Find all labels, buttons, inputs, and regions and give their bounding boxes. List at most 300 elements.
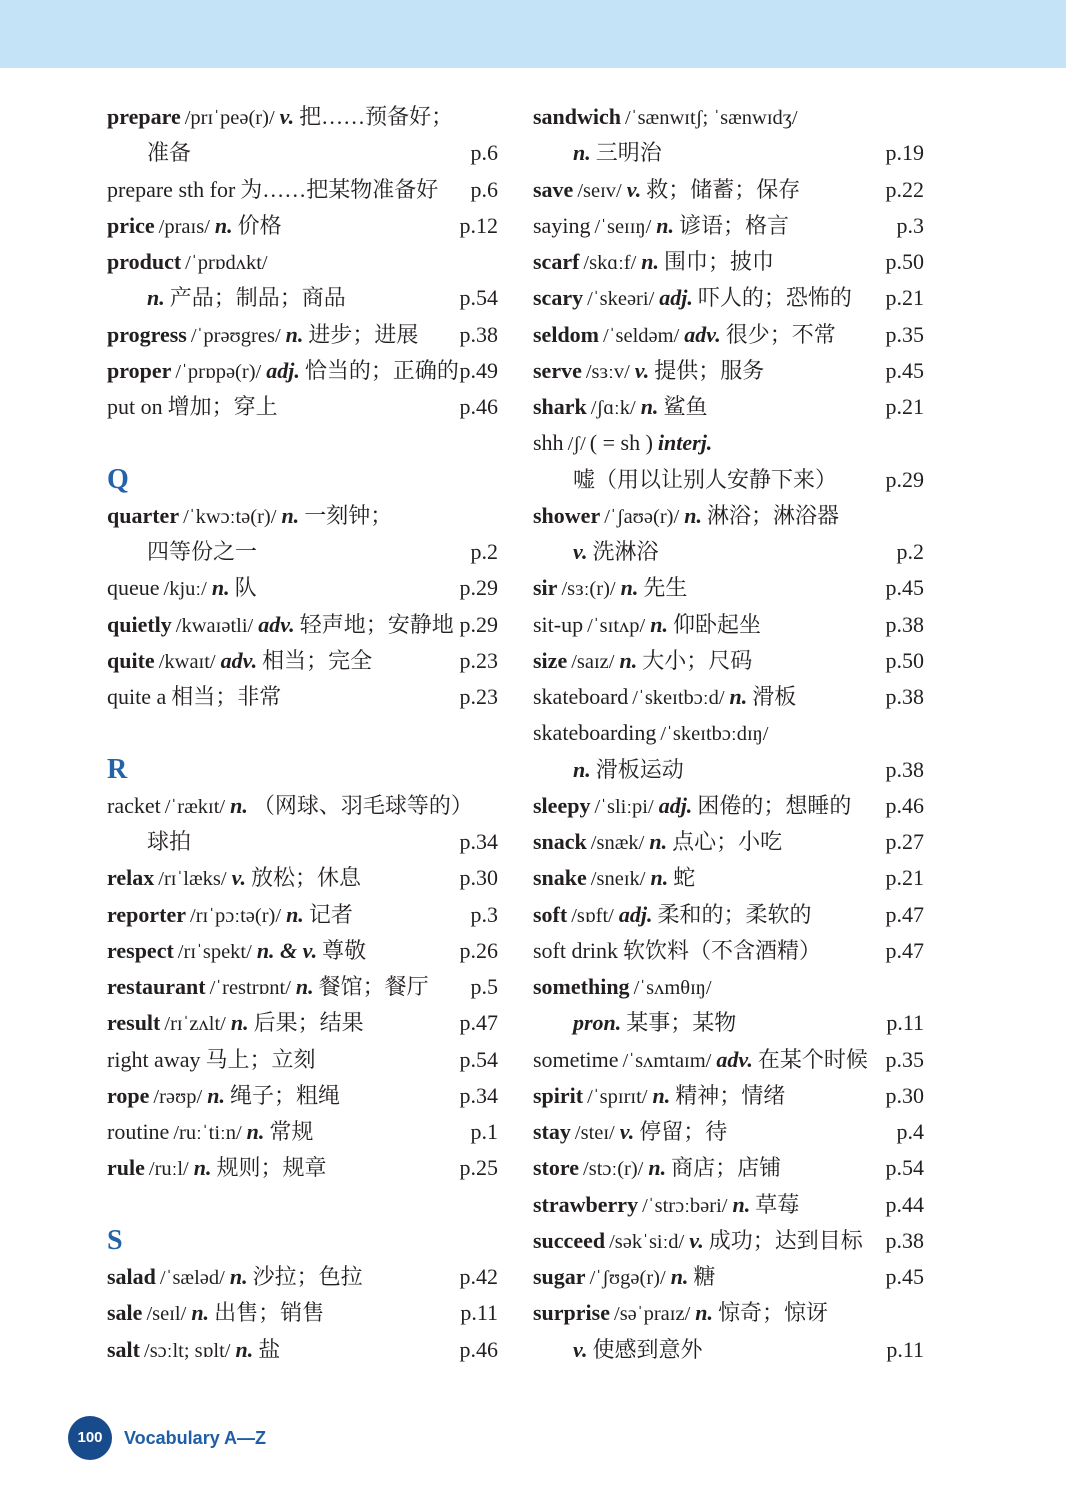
phonetic: /sɒft/	[571, 904, 614, 927]
vocab-entry	[107, 99, 498, 135]
entry-continuation	[533, 534, 924, 570]
vocab-entry	[533, 933, 924, 969]
phonetic: /ˈspɪrɪt/	[587, 1085, 648, 1108]
page-ref: p.26	[459, 937, 498, 963]
definition: 洗淋浴	[592, 539, 659, 564]
phonetic: /ˈprɒpə(r)/	[175, 360, 262, 383]
part-of-speech: n.	[732, 1191, 751, 1217]
headword: result	[107, 1010, 161, 1036]
vocab-entry	[107, 172, 498, 208]
headword: salad	[107, 1264, 156, 1289]
phonetic: /sneɪk/	[590, 868, 646, 891]
definition: 提供；服务	[654, 357, 765, 383]
phonetic: /saɪz/	[571, 650, 615, 673]
page-ref: p.2	[896, 539, 924, 564]
vocab-entry	[107, 498, 498, 534]
page-ref: p.35	[885, 1046, 924, 1072]
definition: 鲨鱼	[663, 394, 708, 419]
part-of-speech: adj.	[266, 357, 300, 383]
entry-continuation	[107, 824, 498, 860]
vocab-entry	[107, 1259, 498, 1295]
phonetic: /ˈsænwɪtʃ; ˈsænwɪdʒ/	[625, 107, 798, 129]
vocab-entry	[107, 933, 498, 969]
definition: 一刻钟；	[304, 502, 393, 528]
entry-continuation	[533, 1005, 924, 1041]
vocab-column-right	[533, 99, 924, 1368]
definition: 草莓	[755, 1191, 800, 1217]
definition: 四等份之一	[147, 539, 258, 564]
page-ref: p.35	[885, 321, 924, 347]
definition: 软饮料（不含酒精）	[622, 937, 821, 963]
vocab-entry	[107, 607, 498, 643]
headword: right away	[107, 1046, 201, 1072]
page-ref: p.45	[885, 575, 924, 601]
part-of-speech: n.	[246, 1119, 265, 1144]
definition: 把……预备好；	[299, 104, 454, 129]
phonetic: /ˈsliːpi/	[594, 795, 654, 818]
phonetic: /rɪˈlæks/	[158, 868, 227, 891]
headword: soft	[533, 901, 568, 927]
part-of-speech: n.	[649, 829, 668, 854]
definition: 某事；某物	[626, 1010, 737, 1036]
phonetic: /ruːˈtiːn/	[173, 1122, 242, 1144]
phonetic: /ˈskeɪtbɔːd/	[632, 687, 725, 709]
vocab-entry	[533, 498, 924, 534]
phonetic: /stɔː(r)/	[583, 1158, 644, 1181]
vocab-entry	[107, 244, 498, 280]
vocab-entry	[107, 1150, 498, 1186]
phonetic: /ruːl/	[148, 1158, 189, 1181]
page-ref: p.34	[459, 1082, 498, 1108]
phonetic: /ˈseɪɪŋ/	[594, 215, 652, 238]
headword: save	[533, 176, 574, 202]
page-ref: p.38	[885, 684, 924, 709]
page-ref: p.44	[885, 1191, 924, 1217]
entry-continuation	[107, 280, 498, 316]
page-ref: p.6	[470, 140, 498, 166]
letter-heading: R	[107, 753, 128, 785]
definition: （网球、羽毛球等的）	[252, 792, 473, 818]
part-of-speech: n.	[147, 285, 165, 311]
vocab-entry	[533, 643, 924, 679]
running-footer-title: Vocabulary A—Z	[124, 1428, 267, 1448]
headword: price	[107, 212, 155, 238]
definition: 在某个时候	[757, 1046, 868, 1072]
headword: relax	[107, 865, 155, 891]
letter-heading: Q	[107, 463, 129, 495]
vocab-entry	[107, 1005, 498, 1041]
vocab-entry	[533, 897, 924, 933]
page-ref: p.50	[885, 647, 924, 673]
definition: 记者	[308, 901, 353, 927]
definition: 放松；休息	[251, 865, 362, 891]
definition: 规则；规章	[216, 1155, 327, 1181]
part-of-speech: v.	[634, 357, 650, 383]
vocab-column-left	[107, 99, 498, 1368]
vocab-entry	[533, 824, 924, 860]
definition: 进步；进展	[308, 321, 419, 347]
definition: 精神；情绪	[675, 1082, 786, 1108]
vocab-entry	[107, 208, 498, 244]
page-ref: p.54	[459, 1046, 498, 1072]
headword: seldom	[533, 321, 599, 347]
vocab-entry	[533, 389, 924, 425]
part-of-speech: v.	[573, 1336, 588, 1362]
headword: strawberry	[533, 1191, 639, 1217]
part-of-speech: n.	[207, 1082, 225, 1108]
page-ref: p.49	[459, 357, 498, 383]
headword: sometime	[533, 1046, 619, 1072]
phonetic: /ˈsɪtʌp/	[587, 614, 646, 637]
page-ref: p.38	[885, 1227, 924, 1253]
page-ref: p.21	[885, 285, 924, 311]
page-ref: p.27	[885, 829, 924, 854]
definition: 滑板运动	[595, 756, 684, 782]
definition: 马上；立刻	[205, 1046, 316, 1072]
page-number-badge: 100	[68, 1416, 112, 1460]
page-ref: p.45	[885, 1264, 924, 1289]
page-ref: p.29	[459, 611, 498, 637]
phonetic: /sɜː(r)/	[561, 578, 616, 601]
part-of-speech: v.	[619, 1119, 635, 1144]
headword: prepare sth for	[107, 176, 236, 202]
page-ref: p.46	[459, 1336, 498, 1362]
vocab-entry	[107, 353, 498, 389]
part-of-speech: n.	[281, 502, 300, 528]
definition: 吓人的；恐怖的	[697, 285, 852, 311]
page-ref: p.23	[459, 684, 498, 709]
definition: 绳子；粗绳	[229, 1082, 340, 1108]
definition: 轻声地；安静地	[299, 611, 454, 637]
part-of-speech: n.	[230, 792, 248, 818]
phonetic: /steɪ/	[574, 1122, 615, 1144]
headword: something	[533, 974, 630, 999]
vocab-entry	[533, 1042, 924, 1078]
entry-continuation	[107, 135, 498, 171]
vocab-entry	[533, 1150, 924, 1186]
headword: sugar	[533, 1264, 586, 1289]
phonetic: /ˈrækɪt/	[164, 795, 226, 818]
vocab-entry	[107, 1042, 498, 1078]
definition: 球拍	[147, 829, 192, 854]
page-ref: p.12	[459, 212, 498, 238]
page-ref: p.54	[459, 285, 498, 311]
page-ref: p.54	[885, 1155, 924, 1181]
headword: serve	[533, 357, 582, 383]
page-ref: p.47	[885, 937, 924, 963]
page-ref: p.25	[459, 1155, 498, 1181]
page-ref: p.11	[460, 1300, 498, 1326]
phonetic: /prɪˈpeə(r)/	[184, 107, 275, 129]
vocab-entry	[533, 99, 924, 135]
part-of-speech: n.	[640, 394, 659, 419]
page-ref: p.19	[885, 140, 924, 166]
phonetic: /ˈprɒdʌkt/	[185, 252, 268, 274]
page-ref: p.3	[896, 212, 924, 238]
headword: shh	[533, 430, 564, 456]
definition: 柔和的；柔软的	[657, 901, 812, 927]
phonetic: /ˈstrɔːbəri/	[642, 1194, 728, 1217]
page-ref: p.21	[885, 394, 924, 419]
headword: skateboarding	[533, 720, 657, 746]
part-of-speech: adj.	[658, 792, 693, 818]
page-ref: p.45	[885, 357, 924, 383]
phonetic: /ˈkwɔːtə(r)/	[183, 505, 277, 528]
part-of-speech: n.	[573, 140, 591, 166]
part-of-speech: n.	[650, 611, 668, 637]
headword: product	[107, 249, 182, 274]
phonetic: /səˈpraɪz/	[614, 1303, 691, 1326]
page-ref: p.29	[885, 466, 924, 492]
part-of-speech: n.	[656, 212, 675, 238]
definition: 价格	[237, 212, 282, 238]
phonetic: /ˈʃaʊə(r)/	[604, 505, 680, 528]
headword: rule	[107, 1155, 145, 1181]
phonetic: /rɪˈzʌlt/	[164, 1013, 226, 1036]
page-ref: p.29	[459, 575, 498, 601]
vocab-entry	[533, 570, 924, 606]
phonetic: /kwaɪt/	[158, 650, 216, 673]
vocab-entry	[107, 1114, 498, 1150]
headword: succeed	[533, 1227, 606, 1253]
part-of-speech: n.	[286, 901, 304, 927]
page-ref: p.1	[470, 1119, 498, 1144]
phonetic: /ˈseldəm/	[603, 324, 680, 347]
headword: surprise	[533, 1300, 610, 1326]
entry-continuation	[533, 462, 924, 498]
headword: shark	[533, 394, 587, 419]
phonetic: /ˈskeɪtbɔːdɪŋ/	[660, 723, 769, 746]
part-of-speech: n.	[191, 1300, 210, 1326]
headword: proper	[107, 357, 172, 383]
entry-continuation	[533, 135, 924, 171]
phonetic: /sɔːlt; sɒlt/	[144, 1339, 231, 1362]
phonetic: /ˈprəʊgres/	[190, 324, 281, 347]
part-of-speech: n.	[211, 575, 230, 601]
part-of-speech: interj.	[657, 430, 713, 456]
part-of-speech: n.	[235, 1336, 254, 1362]
phonetic: /səkˈsiːd/	[609, 1230, 685, 1253]
vocab-entry	[533, 1187, 924, 1223]
headword: sit-up	[533, 611, 584, 637]
vocab-entry	[107, 389, 498, 425]
page-ref: p.11	[886, 1010, 924, 1036]
vocab-entry	[533, 1223, 924, 1259]
vocab-entry	[107, 788, 498, 824]
headword: sandwich	[533, 104, 622, 129]
part-of-speech: n.	[214, 212, 233, 238]
page-ref: p.46	[885, 792, 924, 818]
headword: spirit	[533, 1082, 584, 1108]
vocab-entry	[107, 969, 498, 1005]
part-of-speech: n.	[641, 249, 660, 274]
part-of-speech: v.	[279, 104, 295, 129]
part-of-speech: n.	[652, 1082, 671, 1108]
page-ref: p.47	[885, 901, 924, 927]
vocab-entry	[107, 897, 498, 933]
headword: restaurant	[107, 974, 206, 999]
part-of-speech: adv.	[220, 647, 258, 673]
page-ref: p.2	[470, 539, 498, 564]
headword: scarf	[533, 249, 580, 274]
vocab-entry	[533, 969, 924, 1005]
vocab-entry	[107, 679, 498, 715]
page-ref: p.30	[885, 1082, 924, 1108]
definition: 糖	[693, 1264, 716, 1289]
headword: prepare	[107, 104, 181, 129]
headword: rope	[107, 1082, 150, 1108]
part-of-speech: adv.	[716, 1046, 753, 1072]
headword: scary	[533, 285, 584, 311]
definition: 产品；制品；商品	[169, 285, 346, 311]
headword: racket	[107, 792, 161, 818]
page-ref: p.4	[896, 1119, 924, 1144]
part-of-speech: n.	[229, 1264, 248, 1289]
headword: queue	[107, 575, 160, 601]
part-of-speech: v.	[573, 539, 588, 564]
part-of-speech: n.	[670, 1264, 689, 1289]
page-ref: p.23	[459, 647, 498, 673]
entry-continuation	[107, 534, 498, 570]
definition: 滑板	[752, 684, 797, 709]
vocab-entry	[107, 860, 498, 896]
definition: 先生	[643, 575, 688, 601]
headword: reporter	[107, 901, 186, 927]
phonetic: /snæk/	[590, 832, 645, 854]
headword: routine	[107, 1119, 170, 1144]
vocab-entry	[533, 353, 924, 389]
phonetic: /rɪˈspekt/	[177, 940, 252, 963]
definition: 为……把某物准备好	[240, 176, 439, 202]
headword: shower	[533, 502, 601, 528]
vocab-entry	[533, 679, 924, 715]
part-of-speech: n.	[620, 575, 639, 601]
phonetic: /seɪv/	[577, 179, 622, 202]
headword: progress	[107, 321, 187, 347]
definition: 盐	[258, 1336, 281, 1362]
definition: 嘘（用以让别人安静下来）	[573, 466, 838, 492]
definition: 三明治	[595, 140, 662, 166]
definition: 停留；待	[639, 1119, 728, 1144]
part-of-speech: n. & v.	[256, 937, 318, 963]
definition: 尊敬	[322, 937, 367, 963]
definition: 惊奇；惊讶	[718, 1300, 829, 1326]
headword: sleepy	[533, 792, 591, 818]
definition: 点心；小吃	[672, 829, 783, 854]
vocab-entry	[533, 1078, 924, 1114]
vocab-entry	[533, 425, 924, 461]
vocab-entry	[533, 208, 924, 244]
phonetic: /ˈrestrɒnt/	[209, 977, 291, 999]
definition: 相当；非常	[171, 684, 282, 709]
definition: 成功；达到目标	[708, 1227, 863, 1253]
headword: sir	[533, 575, 558, 601]
phonetic: /praɪs/	[158, 215, 210, 238]
page-ref: p.11	[886, 1336, 924, 1362]
phonetic: /sɜːv/	[585, 360, 630, 383]
part-of-speech: n.	[729, 684, 748, 709]
page-ref: p.21	[885, 865, 924, 891]
headword: put on	[107, 394, 163, 419]
definition: 使感到意外	[592, 1336, 703, 1362]
vocab-entry	[107, 1332, 498, 1368]
headword: respect	[107, 937, 174, 963]
vocab-entry	[107, 317, 498, 353]
letter-heading: S	[107, 1224, 123, 1256]
definition: 围巾；披巾	[664, 249, 775, 274]
part-of-speech: adj.	[618, 901, 653, 927]
page-ref: p.6	[470, 176, 498, 202]
definition: 增加；穿上	[167, 394, 278, 419]
vocab-entry	[533, 172, 924, 208]
vocab-entry	[533, 1295, 924, 1331]
headword: quietly	[107, 611, 172, 637]
phonetic: /kjuː/	[163, 578, 207, 601]
page-ref: p.50	[885, 249, 924, 274]
page-ref: p.46	[459, 394, 498, 419]
entry-continuation	[533, 752, 924, 788]
page-ref: p.47	[459, 1010, 498, 1036]
vocab-entry	[533, 788, 924, 824]
headword: salt	[107, 1336, 140, 1362]
definition: 出售；销售	[214, 1300, 325, 1326]
definition: 救；储蓄；保存	[646, 176, 801, 202]
page-ref: p.30	[459, 865, 498, 891]
vocab-entry	[533, 715, 924, 751]
definition: 商店；店铺	[671, 1155, 782, 1181]
headword: soft drink	[533, 937, 618, 963]
definition: 很少；不常	[725, 321, 836, 347]
vocab-entry	[107, 1295, 498, 1331]
definition: 淋浴；淋浴器	[706, 502, 839, 528]
page-ref: p.38	[885, 611, 924, 637]
part-of-speech: n.	[650, 865, 669, 891]
vocab-entry	[107, 643, 498, 679]
part-of-speech: n.	[573, 756, 591, 782]
definition: 大小；尺码	[642, 647, 753, 673]
page-ref: p.5	[470, 974, 498, 999]
header-banner	[0, 0, 1066, 68]
headword: stay	[533, 1119, 571, 1144]
vocab-entry	[107, 1078, 498, 1114]
vocab-entry	[533, 607, 924, 643]
page-ref: p.34	[459, 829, 498, 854]
headword: skateboard	[533, 684, 629, 709]
headword: saying	[533, 212, 591, 238]
definition: 常规	[269, 1119, 314, 1144]
headword: snake	[533, 865, 587, 891]
part-of-speech: adj.	[659, 285, 693, 311]
part-of-speech: v.	[626, 176, 642, 202]
vocab-entry	[533, 860, 924, 896]
headword: quite	[107, 647, 155, 673]
page-ref: p.3	[470, 901, 498, 927]
phonetic: /ʃ/	[567, 433, 586, 456]
page-ref: p.42	[459, 1264, 498, 1289]
headword: quite a	[107, 684, 167, 709]
phonetic: /rəʊp/	[153, 1085, 203, 1108]
part-of-speech: n.	[619, 647, 638, 673]
phonetic: /rɪˈpɔːtə(r)/	[190, 904, 282, 927]
part-of-speech: adv.	[258, 611, 295, 637]
phonetic: /seɪl/	[146, 1303, 187, 1326]
phonetic: /ˈskeəri/	[587, 288, 655, 311]
part-of-speech: n.	[193, 1155, 212, 1181]
part-of-speech: n.	[285, 321, 304, 347]
part-of-speech: n.	[695, 1300, 714, 1326]
phonetic: /kwaɪətli/	[175, 614, 254, 637]
usage-note: ( = sh )	[589, 430, 653, 456]
